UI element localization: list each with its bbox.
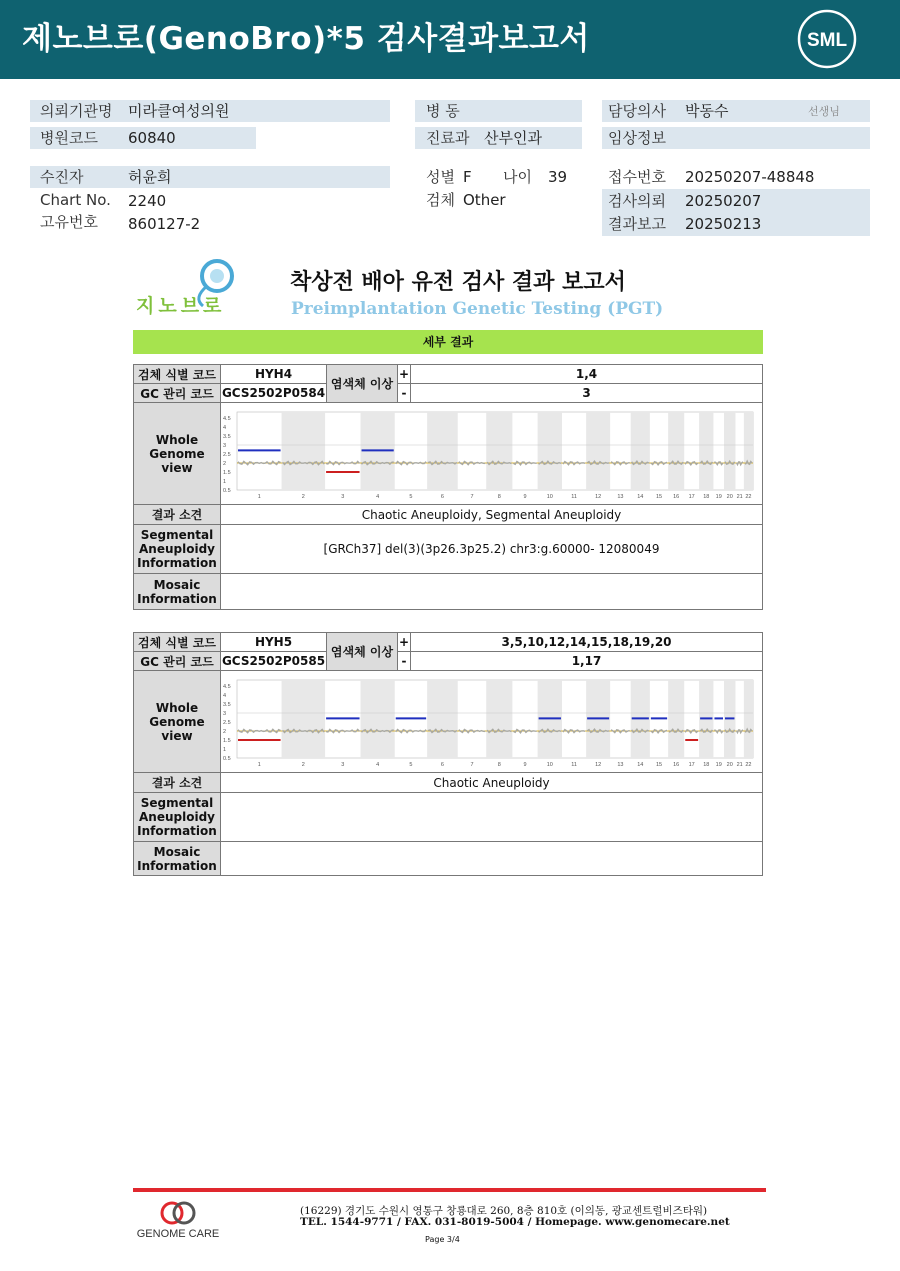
section-title: 세부 결과	[133, 330, 763, 354]
whole-genome-label: Whole Genome view	[134, 403, 221, 505]
chromosome-band	[486, 680, 512, 758]
gc-code-label: GC 관리 코드	[134, 652, 221, 671]
gc-code-value: GCS2502P0585	[221, 652, 327, 671]
institution-label: 의뢰기관명	[40, 102, 113, 120]
abnormal-label: 염색체 이상	[327, 633, 398, 671]
specimen-value: Other	[463, 191, 506, 209]
chromosome-label: 22	[745, 761, 752, 768]
y-tick-label: 4.5	[223, 683, 231, 690]
whole-genome-cell	[221, 403, 763, 505]
y-tick-label: 1.5	[223, 469, 231, 476]
sml-logo	[796, 8, 858, 70]
chromosome-label: 14	[637, 761, 644, 768]
page-title: 제노브로(GenoBro)*5 검사결과보고서	[22, 21, 590, 57]
sample-table-2	[133, 632, 763, 876]
chromosome-label: 15	[655, 493, 663, 500]
sample-id-value: HYH4	[221, 365, 327, 384]
y-tick-label: 3.5	[223, 701, 231, 708]
y-tick-label: 3	[223, 710, 227, 717]
sample-id-label: 검체 식별 코드	[134, 633, 221, 652]
y-tick-label: 1	[223, 478, 227, 485]
department-value: 산부인과	[484, 129, 542, 147]
chromosome-band	[361, 680, 395, 758]
chart-value: 2240	[128, 192, 167, 210]
y-tick-label: 1	[223, 746, 227, 753]
chromosome-label: 16	[673, 761, 680, 768]
y-tick-label: 4.5	[223, 415, 231, 422]
request-value: 20250207	[685, 192, 762, 210]
chromosome-label: 6	[440, 761, 444, 768]
doctor-label: 담당의사	[608, 102, 666, 120]
y-tick-label: 3.5	[223, 433, 231, 440]
chromosome-label: 17	[688, 761, 695, 768]
y-tick-label: 0.5	[223, 487, 231, 494]
whole-genome-label: Whole Genome view	[134, 671, 221, 773]
mosaic-label: Mosaic Information	[134, 574, 221, 610]
chromosome-label: 3	[341, 761, 345, 768]
y-tick-label: 1.5	[223, 737, 231, 744]
footer-contact: TEL. 1544-9771 / FAX. 031-8019-5004 / Homepage. www.genomecare.net	[300, 1216, 730, 1228]
y-tick-label: 3	[223, 442, 227, 449]
segmental-value: [GRCh37] del(3)(3p26.3p25.2) chr3:g.60000- 12080049	[221, 525, 763, 574]
chromosome-label: 15	[655, 761, 663, 768]
chromosome-label: 2	[301, 493, 305, 500]
mosaic-value	[221, 574, 763, 610]
chromosome-label: 22	[745, 493, 752, 500]
chromosome-label: 6	[440, 493, 444, 500]
patient-row-bg	[30, 166, 390, 188]
sample-table-1	[133, 364, 763, 610]
age-label: 나이	[503, 168, 532, 186]
result-value: Chaotic Aneuploidy	[221, 773, 763, 793]
mosaic-label: Mosaic Information	[134, 842, 221, 876]
chromosome-label: 2	[301, 761, 305, 768]
abnormal-label: 염색체 이상	[327, 365, 398, 403]
report-label: 결과보고	[608, 215, 666, 233]
chromosome-band	[282, 412, 326, 490]
unique-label: 고유번호	[40, 213, 98, 231]
loss-value: 3	[411, 384, 763, 403]
chart-label: Chart No.	[40, 191, 111, 209]
chromosome-band	[724, 412, 735, 490]
genome-plot-svg	[221, 674, 755, 770]
chromosome-band	[699, 412, 713, 490]
chromosome-label: 7	[470, 761, 474, 768]
gc-code-value: GCS2502P0584	[221, 384, 327, 403]
gain-value: 3,5,10,12,14,15,18,19,20	[411, 633, 763, 652]
whole-genome-plot	[221, 406, 762, 502]
chromosome-band	[744, 412, 753, 490]
loss-value: 1,17	[411, 652, 763, 671]
footer-address: (16229) 경기도 수원시 영통구 창룡대로 260, 8층 810호 (이의동, 광교센트럴비즈타워)	[300, 1205, 708, 1217]
chromosome-band	[282, 680, 326, 758]
loss-sign: -	[398, 652, 411, 671]
chromosome-label: 19	[715, 493, 722, 500]
receipt-value: 20250207-48848	[685, 168, 815, 186]
chromosome-band	[427, 412, 458, 490]
gain-sign: +	[398, 633, 411, 652]
chromosome-label: 12	[595, 761, 602, 768]
chromosome-label: 12	[595, 493, 602, 500]
ward-label: 병 동	[426, 102, 460, 120]
y-tick-label: 4	[223, 424, 227, 431]
gain-value: 1,4	[411, 365, 763, 384]
chromosome-band	[668, 412, 684, 490]
report-subtitle: Preimplantation Genetic Testing (PGT)	[291, 299, 664, 319]
chromosome-label: 5	[409, 761, 413, 768]
mosaic-value	[221, 842, 763, 876]
chromosome-label: 21	[736, 761, 743, 768]
chromosome-label: 8	[497, 761, 501, 768]
chromosome-label: 17	[688, 493, 695, 500]
chromosome-label: 14	[637, 493, 644, 500]
chromosome-label: 9	[523, 761, 527, 768]
y-tick-label: 2.5	[223, 451, 231, 458]
hospital-code-label: 병원코드	[40, 129, 98, 147]
chromosome-label: 9	[523, 493, 527, 500]
chromosome-label: 18	[703, 493, 710, 500]
sample-id-value: HYH5	[221, 633, 327, 652]
chromosome-label: 20	[726, 493, 733, 500]
chromosome-band	[668, 680, 684, 758]
chromosome-label: 21	[736, 493, 743, 500]
segmental-value	[221, 793, 763, 842]
whole-genome-plot	[221, 674, 762, 770]
chromosome-label: 13	[617, 493, 624, 500]
genobro-logo-text: 지노브로	[136, 295, 226, 317]
clinical-label: 임상정보	[608, 129, 666, 147]
chromosome-band	[427, 680, 458, 758]
chromosome-label: 16	[673, 493, 680, 500]
page-number: Page 3/4	[425, 1235, 460, 1244]
genobro-logo	[133, 256, 253, 320]
y-tick-label: 2.5	[223, 719, 231, 726]
chromosome-label: 13	[617, 761, 624, 768]
patient-label: 수진자	[40, 168, 84, 186]
chromosome-band	[538, 412, 562, 490]
chromosome-label: 8	[497, 493, 501, 500]
result-label: 결과 소견	[134, 773, 221, 793]
result-label: 결과 소견	[134, 505, 221, 525]
request-label: 검사의뢰	[608, 192, 666, 210]
chromosome-label: 5	[409, 493, 413, 500]
specimen-label: 검체	[426, 191, 455, 209]
chromosome-label: 7	[470, 493, 474, 500]
chromosome-label: 20	[726, 761, 733, 768]
unique-value: 860127-2	[128, 215, 201, 233]
receipt-label: 접수번호	[608, 168, 666, 186]
doctor-value: 박동수	[685, 102, 729, 120]
chromosome-label: 10	[546, 761, 553, 768]
gain-sign: +	[398, 365, 411, 384]
report-value: 20250213	[685, 215, 762, 233]
y-tick-label: 4	[223, 692, 227, 699]
gc-code-label: GC 관리 코드	[134, 384, 221, 403]
sex-label: 성별	[426, 168, 455, 186]
chromosome-band	[486, 412, 512, 490]
doctor-suffix: 선생님	[808, 105, 840, 118]
chromosome-label: 4	[376, 761, 380, 768]
chromosome-band	[631, 412, 650, 490]
y-tick-label: 2	[223, 728, 227, 735]
chromosome-band	[744, 680, 753, 758]
sml-logo-text: SML	[806, 30, 848, 51]
genome-care-logo-text: GENOME CARE	[136, 1228, 220, 1240]
chromosome-label: 10	[546, 493, 553, 500]
report-title: 착상전 배아 유전 검사 결과 보고서	[290, 270, 626, 295]
chromosome-label: 1	[257, 493, 261, 500]
segmental-label: Segmental Aneuploidy Information	[134, 793, 221, 842]
chromosome-label: 19	[715, 761, 722, 768]
hospital-code-value: 60840	[128, 129, 176, 147]
genome-plot-svg	[221, 406, 755, 502]
chromosome-label: 3	[341, 493, 345, 500]
chromosome-label: 4	[376, 493, 380, 500]
sample-id-label: 검체 식별 코드	[134, 365, 221, 384]
age-value: 39	[548, 168, 568, 186]
whole-genome-cell	[221, 671, 763, 773]
y-tick-label: 0.5	[223, 755, 231, 762]
institution-value: 미라클여성의원	[128, 102, 230, 120]
footer-divider	[133, 1188, 766, 1192]
sex-value: F	[463, 168, 472, 186]
result-value: Chaotic Aneuploidy, Segmental Aneuploidy	[221, 505, 763, 525]
department-label: 진료과	[426, 129, 470, 147]
chromosome-label: 1	[257, 761, 261, 768]
segmental-label: Segmental Aneuploidy Information	[134, 525, 221, 574]
chromosome-band	[586, 412, 610, 490]
chromosome-label: 11	[571, 493, 577, 500]
chromosome-label: 18	[703, 761, 710, 768]
loss-sign: -	[398, 384, 411, 403]
y-tick-label: 2	[223, 460, 227, 467]
patient-value: 허윤희	[128, 168, 172, 186]
chromosome-label: 11	[571, 761, 577, 768]
genome-care-logo	[128, 1198, 228, 1242]
